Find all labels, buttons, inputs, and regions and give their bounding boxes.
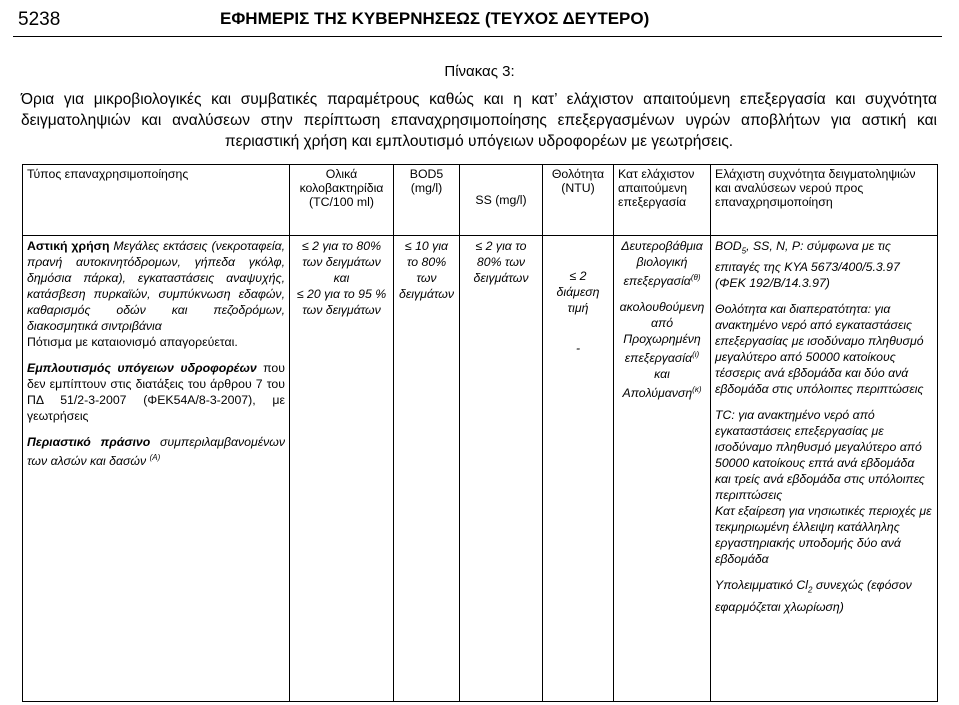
bod5-cell: ≤ 10 για το 80% των δειγμάτων bbox=[394, 236, 460, 702]
periurban-title: Περιαστικό πράσινο bbox=[27, 435, 151, 449]
table-row bbox=[23, 236, 938, 702]
frequency-tc: TC: για ανακτημένο νερό από εγκαταστάσεις επεξεργασίας με ισοδύναμο πληθυσμό μεγαλύτερο από 50000 κατοίκους επτά ανά εβδομάδα και τρείς ανά εβδομάδα στις υπόλοιπες περιπτώσεις bbox=[715, 408, 925, 503]
treatment-disinfection: και Απολύμανση bbox=[622, 367, 693, 401]
min-frequency-cell bbox=[711, 236, 938, 702]
turbidity-dash: - bbox=[575, 341, 581, 355]
page-number: 5238 bbox=[18, 9, 61, 30]
coliforms-and: και bbox=[333, 271, 350, 285]
frequency-island-exception: Κατ εξαίρεση για νησιωτικές περιοχές με τεκμηριωμένη έλλειψη κατάλληλης εργαστηριακής υποδομής δύο ανά εβδομάδα bbox=[715, 504, 932, 567]
turbidity-limit: ≤ 2 διάμεση τιμή bbox=[556, 269, 600, 315]
frequency-turbidity: Θολότητα και διαπερατότητα: για ανακτημένο νερό από εγκαταστάσεις επεξεργασίας με ισοδύναμο πληθυσμό μεγαλύτερο από 50000 κατοίκους τέσσερις ανά εβδομάδα και δύο ανά εβδομάδα στις υπόλοιπες περιπτώσεις bbox=[715, 302, 924, 397]
periurban-footnote: (Α) bbox=[149, 453, 161, 462]
groundwater-title: Εμπλουτισμός υπόγειων υδροφορέων bbox=[27, 361, 257, 375]
groundwater-text: που δεν εμπίπτουν στις διατάξεις του άρθρου 7 του ΠΔ 51/2-3-2007 (ΦΕΚ54Α/8-3-2007), με γεωτρήσεις bbox=[27, 361, 285, 423]
treatment-secondary-note: (θ) bbox=[690, 273, 701, 282]
col-ss: SS (mg/l) bbox=[460, 165, 543, 236]
min-treatment-cell bbox=[614, 236, 711, 702]
ss-cell: ≤ 2 για το 80% των δειγμάτων bbox=[460, 236, 543, 702]
col-coliforms: Ολικά κολοβακτηρίδια (TC/100 ml) bbox=[290, 165, 394, 236]
treatment-disinfection-note: (κ) bbox=[692, 385, 702, 395]
col-min-treatment: Κατ ελάχιστον απαιτούμενη επεξεργασία bbox=[614, 165, 711, 236]
coliforms-limit-95: ≤ 20 για το 95 % των δειγμάτων bbox=[296, 287, 387, 317]
coliforms-limit-80: ≤ 2 για το 80% των δειγμάτων bbox=[301, 239, 382, 269]
col-reuse-type: Τύπος επαναχρησιμοποίησης bbox=[23, 165, 290, 236]
treatment-secondary: Δευτεροβάθμια βιολογική επεξεργασία bbox=[621, 239, 703, 289]
col-bod5: BOD5 (mg/l) bbox=[394, 165, 460, 236]
limits-table bbox=[22, 164, 938, 702]
treatment-advanced: ακολουθούμενη από Προχωρημένη επεξεργασία bbox=[619, 300, 705, 366]
table-caption: Πίνακας 3: bbox=[444, 63, 515, 80]
turbidity-cell bbox=[543, 236, 614, 702]
col-min-frequency: Ελάχιστη συχνότητα δειγματοληψιών και αναλύσεων νερού προς επαναχρησιμοποίηση bbox=[711, 165, 938, 236]
urban-use-note: Πότισμα με καταιονισμό απαγορεύεται. bbox=[27, 335, 238, 349]
coliforms-cell bbox=[290, 236, 394, 702]
header-rule bbox=[13, 36, 942, 37]
periurban-text: συμπεριλαμβανομένων των αλσών και δασών bbox=[27, 435, 285, 469]
table-intro: Όρια για μικροβιολογικές και συμβατικές παραμέτρους καθώς και η κατ’ ελάχιστον απαιτούμενη επεξεργασία και συχνότητα δειγματοληψιών και αναλύσεων στην περίπτωση επαναχρησιμοποίησης επεξεργασμένων υγρών αποβλήτων για αστική και περιαστική χρήση και εμπλουτισμό υπόγειων υδροφορέων με γεωτρήσεις. bbox=[21, 91, 937, 150]
frequency-bod-ss: $BOD_5$, SS, N, P: σύμφωνα με τις επιταγές της ΚΥΑ 5673/400/5.3.97 (ΦΕΚ 192/Β/14.3.97) bbox=[715, 239, 900, 291]
gazette-title: ΕΦΗΜΕΡΙΣ ΤΗΣ ΚΥΒΕΡΝΗΣΕΩΣ (ΤΕΥΧΟΣ ΔΕΥΤΕΡΟ) bbox=[220, 9, 650, 28]
frequency-chlorine: Υπολειμματικό $Cl_2$ συνεχώς (εφόσον εφαρμόζεται χλωρίωση) bbox=[715, 578, 912, 614]
col-turbidity: Θολότητα (NTU) bbox=[543, 165, 614, 236]
treatment-advanced-note: (ι) bbox=[692, 350, 700, 360]
reuse-type-cell bbox=[23, 236, 290, 702]
table-header-row bbox=[23, 165, 938, 236]
urban-use-title: Αστική χρήση bbox=[27, 239, 110, 253]
urban-use-text: Μεγάλες εκτάσεις (νεκροταφεία, πρανή αυτοκινητόδρομων, γήπεδα γκόλφ, δημόσια πάρκα), εγκαταστάσεις αναψυχής, κατάσβεση πυρκαϊών, συμπύκνωση εδαφών, καθαρισμός οδών και πεζοδρόμων, διακοσμητικά σιντριβάνια bbox=[27, 239, 286, 333]
